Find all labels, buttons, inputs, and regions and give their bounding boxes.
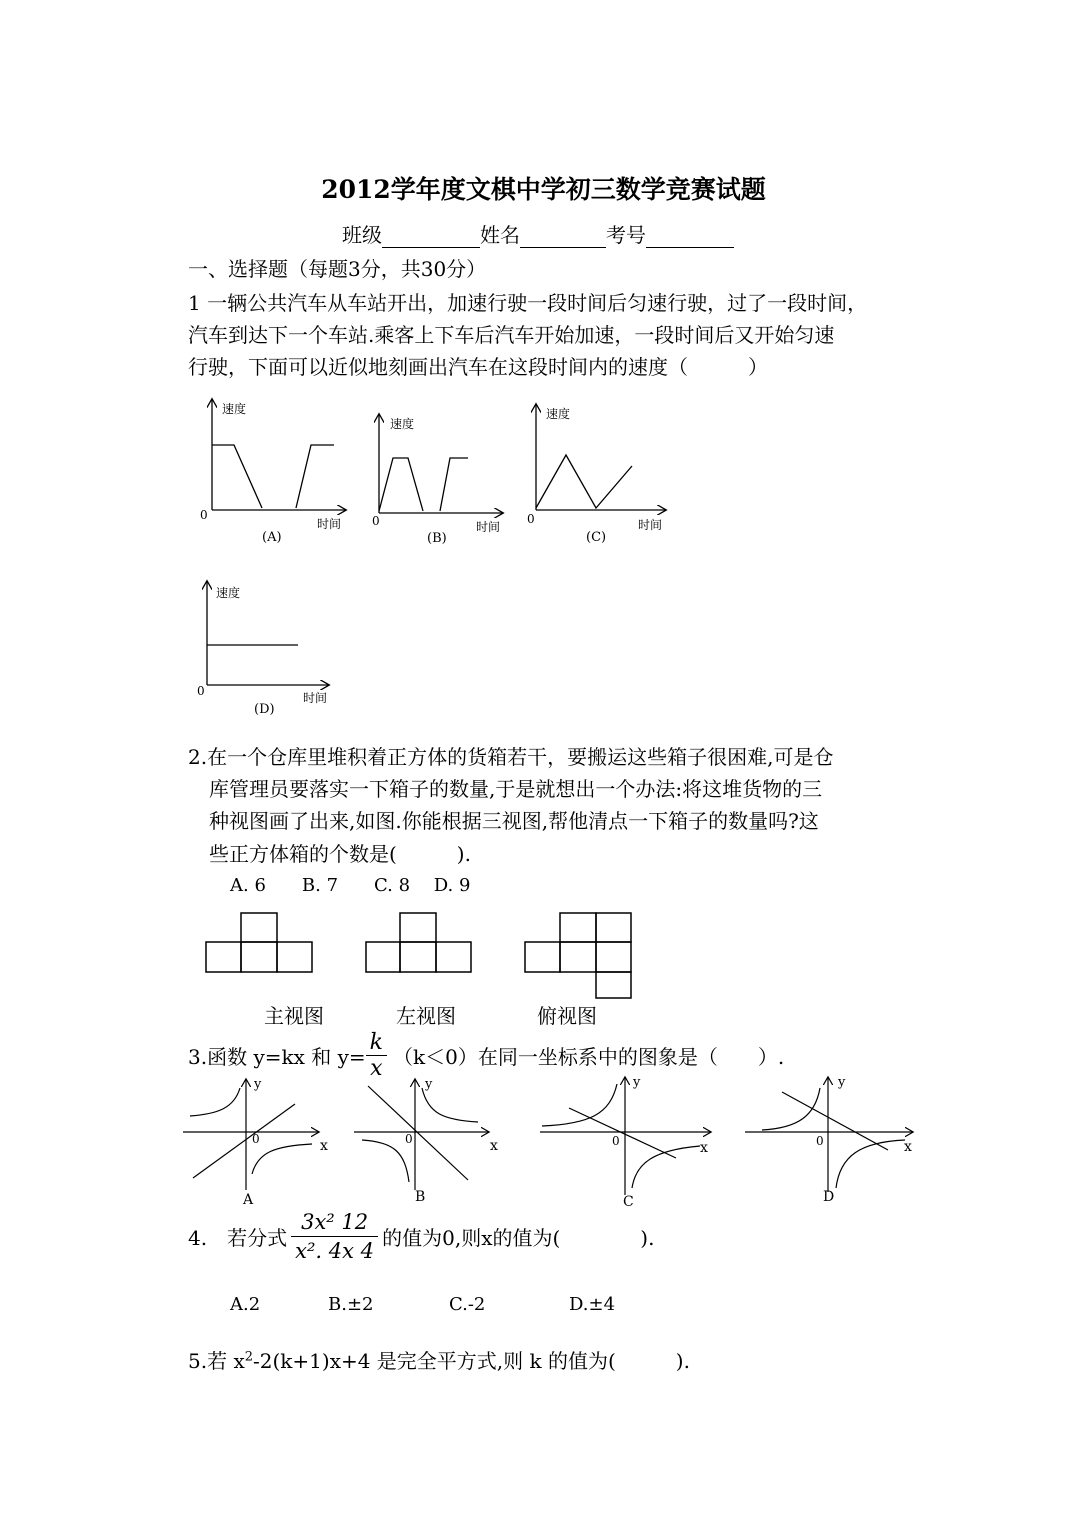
q2-line-4: 些正方体箱的个数是( ). <box>209 842 471 866</box>
q4-stem <box>188 1210 654 1263</box>
q1-a-ylabel: 速度 <box>222 402 247 416</box>
q2-view-label-left: 左视图 <box>396 1004 456 1028</box>
q5-text-a: 5.若 x <box>188 1349 245 1373</box>
q3-a-option: A <box>243 1192 254 1208</box>
q3-graph-b[interactable] <box>354 1080 488 1190</box>
q2-top-view <box>525 913 631 998</box>
q3-graph-c[interactable] <box>540 1078 710 1195</box>
q3-b-option: B <box>415 1189 426 1205</box>
q4-choice-b: B.±2 <box>328 1294 374 1315</box>
q1-b-ylabel: 速度 <box>390 417 415 431</box>
q3-graph-d[interactable] <box>745 1078 912 1192</box>
q4-fraction <box>291 1210 378 1263</box>
q3-d-y: y <box>838 1075 846 1090</box>
q3-b-origin: 0 <box>405 1132 413 1146</box>
q3-d-x: x <box>904 1139 912 1155</box>
q4-choice-d: D.±4 <box>569 1294 616 1315</box>
q3-d-origin: 0 <box>816 1134 824 1148</box>
q1-c-option: (C) <box>586 530 607 545</box>
q4-choices <box>230 1294 615 1315</box>
q4-choice-a: A.2 <box>230 1294 261 1315</box>
q1-graph-a[interactable] <box>212 400 345 510</box>
q1-c-origin: 0 <box>527 512 535 526</box>
q3-graph-a[interactable] <box>183 1080 318 1190</box>
q1-a-origin: 0 <box>200 508 208 522</box>
q1-d-option: (D) <box>254 702 275 717</box>
q2-line-1: 2.在一个仓库里堆积着正方体的货箱若干，要搬运这些箱子很困难,可是仓 <box>188 745 834 769</box>
q2-view-label-top: 俯视图 <box>537 1004 597 1028</box>
q3-d-option: D <box>823 1189 835 1205</box>
name-blank[interactable] <box>520 227 606 248</box>
q4-prefix: 4. 若分式 <box>188 1226 288 1250</box>
q3-graphs <box>0 1070 1087 1220</box>
q3-c-x: x <box>700 1140 708 1156</box>
class-label: 班级 <box>342 223 382 247</box>
number-label: 考号 <box>606 223 646 247</box>
q5-sup: 2 <box>244 1349 253 1365</box>
student-info-line <box>342 219 734 248</box>
q2-line-2: 库管理员要落实一下箱子的数量,于是就想出一个办法:将这堆货物的三 <box>209 777 823 801</box>
q4-choice-c: C.-2 <box>449 1294 486 1315</box>
q5-text-b: -2(k+1)x+4 是完全平方式,则 k 的值为( ). <box>253 1349 690 1373</box>
q1-c-xlabel: 时间 <box>638 518 663 532</box>
q3-c-origin: 0 <box>612 1134 620 1148</box>
q3-suffix: （k＜0）在同一坐标系中的图象是（ ）. <box>393 1045 785 1069</box>
q3-prefix: 3.函数 y=kx 和 y= <box>188 1045 366 1069</box>
q1-line-3: 行驶，下面可以近似地刻画出汽车在这段时间内的速度（ ） <box>188 355 768 379</box>
q1-line-1: 1 一辆公共汽车从车站开出，加速行驶一段时间后匀速行驶，过了一段时间， <box>188 291 868 315</box>
number-blank[interactable] <box>646 227 734 248</box>
class-blank[interactable] <box>382 227 480 248</box>
q1-line-2: 汽车到达下一个车站.乘客上下车后汽车开始加速，一段时间后又开始匀速 <box>188 323 835 347</box>
q3-frac-num: k <box>366 1030 387 1056</box>
q4-frac-den: x². 4x 4 <box>295 1239 375 1263</box>
q1-a-option: (A) <box>262 530 282 545</box>
q1-d-origin: 0 <box>197 684 205 698</box>
q1-c-ylabel: 速度 <box>546 407 571 421</box>
q3-a-origin: 0 <box>252 1132 260 1146</box>
q1-d-xlabel: 时间 <box>303 691 328 705</box>
q2-view-label-front: 主视图 <box>264 1004 324 1028</box>
q5-stem <box>188 1345 690 1374</box>
q3-a-y: y <box>254 1077 262 1092</box>
q1-a-xlabel: 时间 <box>317 517 342 531</box>
q2-front-view <box>206 913 312 972</box>
q1-b-xlabel: 时间 <box>476 520 501 534</box>
q1-d-ylabel: 速度 <box>216 586 241 600</box>
page-title: 2012学年度文棋中学初三数学竞赛试题 <box>321 175 766 204</box>
q3-b-x: x <box>490 1138 498 1154</box>
q3-frac-den: x <box>370 1056 383 1081</box>
name-label: 姓名 <box>480 223 520 247</box>
q2-line-3: 种视图画了出来,如图.你能根据三视图,帮他清点一下箱子的数量吗?这 <box>209 809 819 833</box>
q1-b-option: (B) <box>427 531 447 546</box>
section-heading: 一、选择题（每题3分，共30分） <box>188 257 487 281</box>
q3-b-y: y <box>425 1077 433 1092</box>
q3-c-y: y <box>633 1075 641 1090</box>
q3-a-x: x <box>320 1138 328 1154</box>
q1-b-origin: 0 <box>372 514 380 528</box>
q4-suffix: 的值为0,则x的值为( ). <box>382 1226 655 1250</box>
q3-c-option: C <box>623 1194 634 1210</box>
q2-choices: A. 6 B. 7 C. 8 D. 9 <box>230 875 471 896</box>
q2-left-view <box>366 913 471 972</box>
q1-graphs <box>0 390 1087 730</box>
q4-frac-num: 3x² 12 <box>291 1210 378 1237</box>
